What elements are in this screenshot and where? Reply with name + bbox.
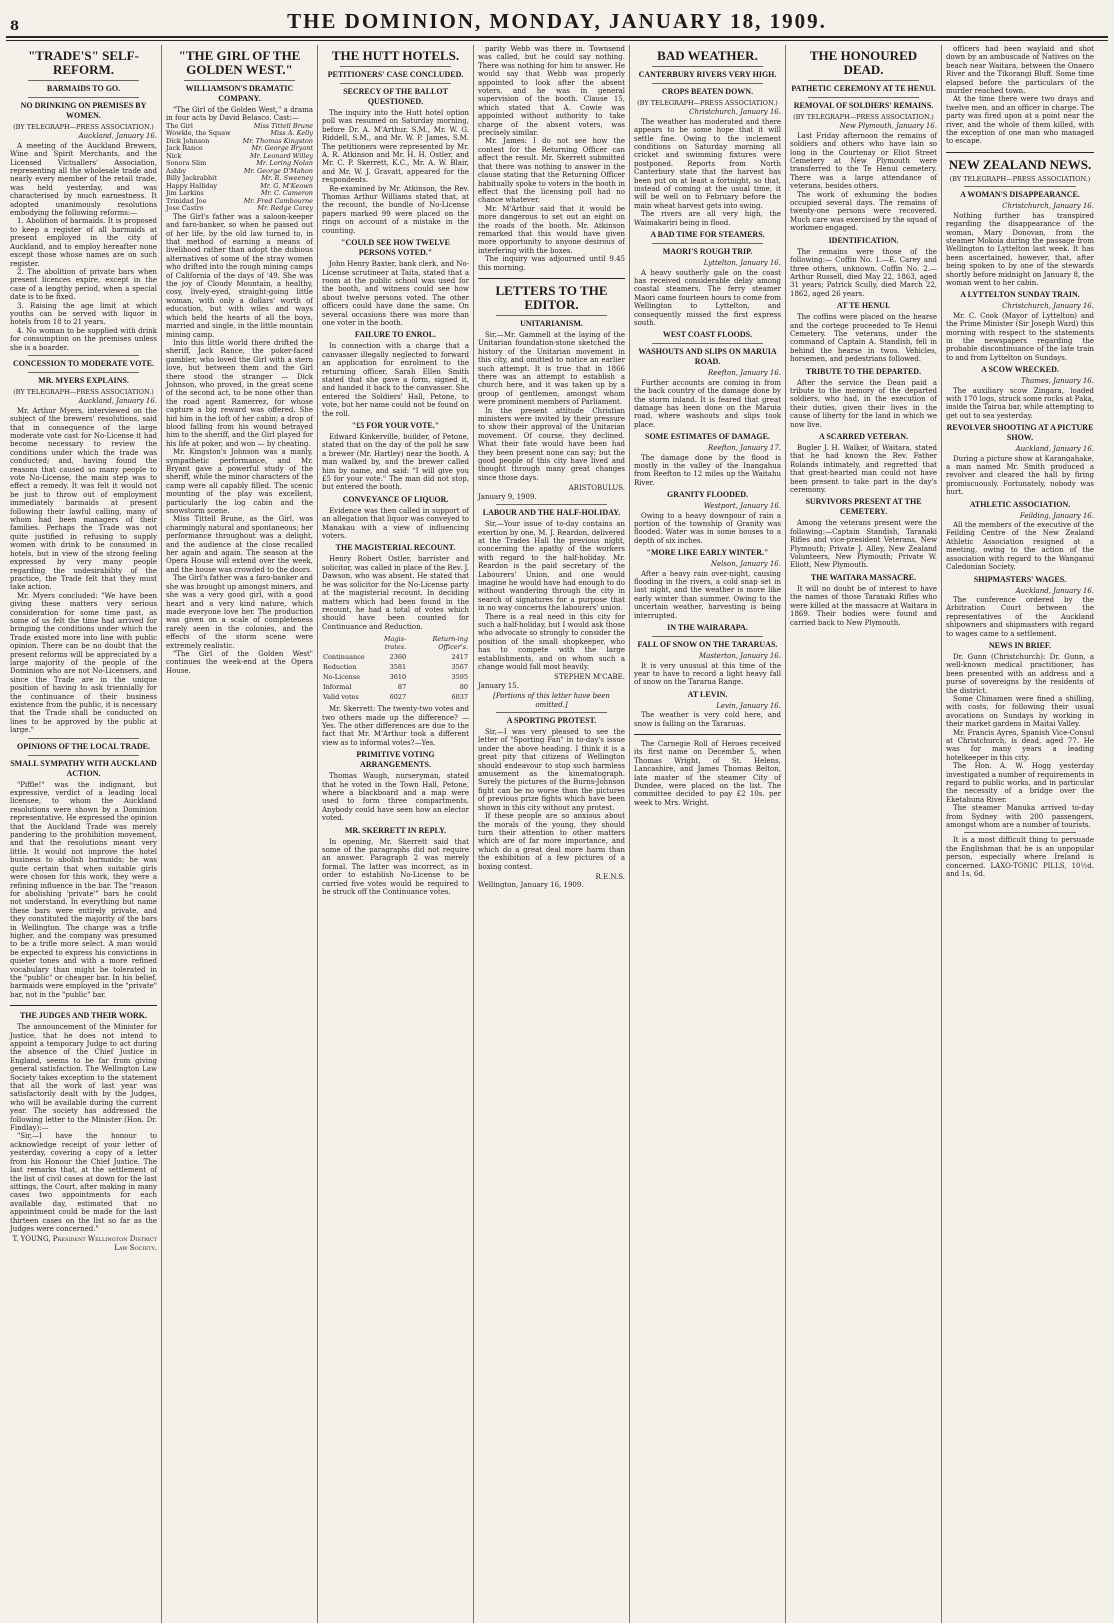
article-separator <box>478 278 625 279</box>
article-nz-news <box>946 158 1094 879</box>
paragraph: The work of exhuming the bodies occupied several days. The remains of twenty-one persons were recovered. Much care was exercised by the squad of workmen engaged. <box>790 190 937 233</box>
article-separator <box>946 152 1094 153</box>
paragraph: Mr. Francis Ayres, Spanish Vice-Consul at Christchurch, is dead, aged 77. He was for many years a leading hotelkeeper in this city. <box>946 728 1094 762</box>
dateline: Lyttelton, January 16. <box>703 259 781 268</box>
masthead-rule <box>6 40 1108 41</box>
column-2 <box>162 45 318 1623</box>
divider <box>652 83 763 84</box>
paragraph: 1. Abolition of barmaids. It is proposed to keep a register of all barmaids at present employed in the city of Auckland, and to employ hereafter none except those whose names are on such register. <box>10 217 157 268</box>
paragraph: Sir,—Mr. Gammell at the laying of the Unitarian foundation-stone sketched the history of the Unitarian movement in this city, and omitted to notice an earlier such attempt. It is true that in 1866 there was an attempt to establish a church here, and it was taken up by a group of gentlemen, amongst whom were prominent members of Parliament. <box>478 330 625 407</box>
cast-row: Happy Halliday Mr. G. M'Keown <box>166 181 313 190</box>
paragraph: A meeting of the Auckland Brewers, Wine and Spirit Merchants, and the Licensed Victuallers' Association, representing all the wholesale trade and nearly every member of the retail trade, was held yesterday, and was characterised by much earnestness. It adopted unanimously resolutions embodying the following reforms:— <box>10 141 157 218</box>
headline: "THE GIRL OF THE GOLDEN WEST." <box>178 48 301 77</box>
paragraph: Miss Tittell Brune, as the Girl, was charmingly natural and spontaneous; her performance throughout was a delight, and the audience at the close recalled her again and again. The season at the Opera House will extend over the week, and the house was crowded to the doors. <box>166 515 313 574</box>
source-line: (BY TELEGRAPH—PRESS ASSOCIATION.) <box>13 123 154 131</box>
paragraph: There is a real need in this city for such a half-holiday, but I would ask those who advocate so strongly to consider the position of the small shopkeeper, who has to compete with the large establishments, and on whom such a change would fall most heavily. <box>478 612 625 671</box>
subhead: CONCESSION TO MODERATE VOTE. <box>12 358 155 368</box>
columns <box>6 45 1108 1623</box>
paragraph: Last Friday afternoon the remains of soldiers and others who have lain so long in the Courtenay or Eliot Street Cemetery at New Plymouth were transferred to the Te Henui cemetery. There was a large attendance of veterans, besides others. <box>790 131 937 191</box>
divider <box>340 66 451 67</box>
subhead: IDENTIFICATION. <box>828 235 899 245</box>
paragraph: The inquiry into the Hutt hotel option poll was resumed on Saturday morning, before Dr. A. M'Arthur, S.M., Mr. W. G. Riddell, S.M., and Mr. W. P. James, S.M. The petitioners were represented by Mr. A. R. Atkinson and Mr. H. H. Ostler, and Mr. C. P. Skerrett, K.C., Mr. A. W. Blair, and Mr. W. J. Gravatt, appeared for the respondents. <box>322 109 469 185</box>
subhead: ATHLETIC ASSOCIATION. <box>969 499 1071 509</box>
paragraph: The conference ordered by the Arbitration Court between the representatives of the Auckland shipowners and shipmasters with regard to wages came to a settlement. <box>946 595 1094 638</box>
paragraph: Bugler J. H. Walker, of Waitara, stated that he had known the Rev. Father Rolands intimately, and regretted that that great-hearted man could not have been present to take part in the day's ceremony. <box>790 444 937 495</box>
divider <box>28 738 139 739</box>
divider <box>496 504 607 505</box>
headline: "TRADE'S" SELF-REFORM. <box>28 48 139 77</box>
dateline: Masterton, January 16. <box>698 652 781 661</box>
column-7 <box>942 45 1098 1623</box>
divider <box>340 83 451 84</box>
column-6 <box>786 45 942 1623</box>
subhead: A SCOW WRECKED. <box>981 365 1059 375</box>
paragraph: In opening, Mr. Skerrett said that some of the paragraphs did not require an answer. Paragraph 2 was merely formal. The latter was incorrect, as in order to establish No-License to be carried five votes would be required to be struck off the Continuance votes. <box>322 837 469 897</box>
subhead: A BAD TIME FOR STEAMERS. <box>650 230 765 240</box>
paragraph: Nothing further has transpired regarding the disappearance of the woman, Mary Donovan, from the steamer Mokoia during the passage from Wellington to Lyttelton last week. It has been ascertained, however, that, after being spoken to by one of the stewards shortly before midnight on January 8, the woman went to her cabin. <box>946 211 1094 287</box>
signature: STEPHEN M'CABE. <box>554 673 625 682</box>
column-3 <box>318 45 474 1623</box>
divider <box>184 80 295 81</box>
subhead: WASHOUTS AND SLIPS ON MARUIA ROAD. <box>638 347 777 367</box>
vote-table-row: No-License 3610 3595 <box>323 673 468 682</box>
paragraph: Mr. Kingston's Johnson was a manly, sympathetic performance, and Mr. Bryant gave a powerful study of the sheriff, while the minor characters of the camp were all capably filled. The scenic mounting of the play was excellent, particularly the log cabin and the snowstorm scene. <box>166 448 313 516</box>
paragraph: The damage done by the flood is mostly in the valley of the Inangahua from Reefton to 12 miles up the Waitahu River. <box>634 453 781 487</box>
signature: R.E.N.S. <box>595 872 625 881</box>
paragraph: Owing to a heavy downpour of rain a portion of the township of Granity was flooded. Water was in some houses to a depth of six inches. <box>634 511 781 545</box>
paragraph: Henry Robert Ostler, barrister and solicitor, was called in place of the Rev. J. Dawson, who was absent. He stated that he was solicitor for the No-License party at the magisterial recount. In deciding matters which had been found in the recount, he had a total of votes which should have been counted for Continuance and Reduction. <box>322 555 469 631</box>
subhead: TRIBUTE TO THE DEPARTED. <box>805 366 922 376</box>
headline: THE HUTT HOTELS. <box>331 48 460 63</box>
signature: ARISTOBULUS. <box>568 484 625 493</box>
dateline: New Plymouth, January 16. <box>839 122 937 131</box>
paragraph: Among the veterans present were the following:—Captain Standish, Taranaki Rifles and vice-president Veterans, New Plymouth; Private J. Alley, New Zealand Volunteers, New Plymouth; Private W. Eliott, New Plymouth. <box>790 519 937 570</box>
source-line: (BY TELEGRAPH—PRESS ASSOCIATION.) <box>793 113 934 121</box>
cast-row: Trinidad Joe Mr. Fred Cambourne <box>166 196 313 205</box>
paragraph: The auxiliary scow Zingara, loaded with 170 logs, struck some rocks at Paka, inside the Tairua bar, while attempting to get out to sea yesterday. <box>946 386 1094 420</box>
subhead: FAILURE TO ENROL. <box>354 330 437 340</box>
divider <box>964 186 1076 187</box>
subhead: CANTERBURY RIVERS VERY HIGH. <box>638 70 777 79</box>
subhead: CROPS BEATEN DOWN. <box>661 87 754 96</box>
letter-date: January 9, 1909. <box>478 492 537 501</box>
paragraph: The steamer Manuka arrived to-day from Sydney with 200 passengers, amongst whom are a number of tourists. <box>946 804 1094 830</box>
paragraph: Sir,—Your issue of to-day contains an exertion by one, M. J. Reardon, delivered at the Trades Hall the previous night, concerning the apathy of the workers with regard to the half-holiday. Mr. Reardon is the paid secretary of the Labourers' Union, and one would imagine he would have had enough to do without wandering through the city in search of signatures for a purpose that in no way concerns the labourers' union. <box>478 520 625 613</box>
masthead <box>6 4 1108 38</box>
cast-row: Ashby Mr. George D'Mahon <box>166 166 313 175</box>
dateline: Auckland, January 16. <box>78 132 157 141</box>
subhead: "£5 FOR YOUR VOTE." <box>351 421 440 430</box>
dateline: Thames, January 16. <box>1020 377 1094 386</box>
vote-table-row: Informal 87 80 <box>323 683 468 692</box>
paragraph: The Girl's father was a faro-banker and she was brought up amongst miners, and she was a very good girl, with a good heart and a very kind nature, which made everyone love her. The production was given on a scale of completeness rarely seen in the colonies, and the effects of the storm scene were extremely realistic. <box>166 574 313 650</box>
subhead: AT LEVIN. <box>687 689 728 699</box>
paragraph: The announcement of the Minister for Justice, that he does not intend to appoint a temporary Judge to act during the absence of the Chief Justice in England, seems to be far from giving general satisfaction. The Wellington Law Society takes exception to the statement that all the work of last year was satisfactorily dealt with by the Judges, who will be available during the current year. The society has addressed the following letter to the Minister (Hon. Dr. Findlay):— <box>10 1023 157 1133</box>
subhead: A WOMAN'S DISAPPEARANCE. <box>960 190 1080 200</box>
subhead: PRIMITIVE VOTING ARRANGEMENTS. <box>356 750 435 770</box>
subhead: AT TE HENUI. <box>836 301 891 311</box>
subhead: GRANITY FLOODED. <box>666 490 749 500</box>
paragraph: After the service the Dean paid a tribute to the memory of the departed soldiers, who had, in the execution of their duties, given their lives in the cause of liberty for the land in which we now live. <box>790 378 937 429</box>
paragraph: In connection with a charge that a canvasser illegally neglected to forward an application for enrolment to the returning officer, Sarah Ellen Smith stated that she gave a form, signed it, and handed it back to the canvasser. She entered the Soldiers' Hall, Petone, to vote, but her name could not be found on the roll. <box>322 342 469 418</box>
paragraph: A heavy southerly gale on the coast has received considerable delay among coastal steamers. The ferry steamer Maori came fourteen hours to come from Wellington to Lyttelton, and consequently missed the first express south. <box>634 268 781 327</box>
article-hutt-continued <box>478 45 625 272</box>
subhead: A SPORTING PROTEST. <box>506 716 597 726</box>
paragraph: "The Girl of the Golden West," a drama in four acts by David Belasco. Cast:— <box>166 106 313 123</box>
subhead: IN THE WAIRARAPA. <box>667 623 748 633</box>
paragraph: The rivers are all very high, the Waimakariri being in flood. <box>634 210 781 227</box>
paragraph: The Carnegie Roll of Heroes received its first name on December 5, when Thomas Wright, of St. Helens, Lancashire, and James Thomas Belton, late master of the steamer City of Dundee, were placed on the list. The committee decided to pay £2 10s. per week to Mrs. Wright. <box>634 739 781 807</box>
paragraph: Into this little world there drifted the sheriff, Jack Rance, the poker-faced gambler, who loved the Girl with a stern love, but between them and the Girl there stood the stranger — Dick Johnson, who proved, in the great scene of the second act, to be none other than the road agent Ramerrez, for whose capture a big reward was offered. She hid him in the loft of her cabin; a drop of blood falling from his wound betrayed him to the sheriff, and the Girl played for his life at poker, and won — by cheating. <box>166 338 313 448</box>
article-honoured-dead-continued <box>946 45 1094 146</box>
dateline: Auckland, January 16. <box>78 397 157 406</box>
source-line: (BY TELEGRAPH—PRESS ASSOCIATION.) <box>13 387 154 396</box>
headline: LETTERS TO THE EDITOR. <box>495 282 608 312</box>
paragraph: Evidence was then called in support of an allegation that liquor was conveyed to Manakau with a view of influencing voters. <box>322 506 469 541</box>
subhead: THE MAGISTERIAL RECOUNT. <box>335 543 456 553</box>
paragraph: During a picture show at Karangahake, a man named Mr. Smith produced a revolver and cleared the hall by firing promiscuously. Fortunately, nobody was hurt. <box>946 454 1094 497</box>
subhead: MAORI'S ROUGH TRIP. <box>662 247 753 257</box>
divider <box>652 636 763 637</box>
cast-row: Nick Mr. Leonard Willey <box>166 151 313 160</box>
paragraph: 2. The abolition of private bars when present licences expire, except in the case of a lengthy period, when a special date is to be fixed. <box>10 267 157 302</box>
vote-table-row: Valid votes 6027 6037 <box>323 693 468 702</box>
subhead: LABOUR AND THE HALF-HOLIDAY. <box>482 508 621 518</box>
headline: NEW ZEALAND NEWS. <box>948 156 1092 172</box>
subhead: CONVEYANCE OF LIQUOR. <box>342 494 449 504</box>
paragraph: The Girl's father was a saloon-keeper and faro-banker, so when he passed out of her life, by the old law turned to, in that method of earning a means of livelihood rather than adopt the dubious alternatives of some of the stray women who drifted into the rough mining camps of California of the days of '49. She was the joy of Cloudy Mountain, a healthy, cosy, lively-eyed, straight-going little woman, with only a dollars' worth of education, but with wiles and ways which held the hearts of all the boys, married and single, in the little mountain mining camp. <box>166 212 313 339</box>
divider <box>496 712 607 713</box>
vote-table <box>322 634 469 702</box>
subhead: REVOLVER SHOOTING AT A PICTURE SHOW. <box>946 423 1094 443</box>
divider <box>652 66 763 67</box>
letter-date: Wellington, January 16, 1909. <box>478 881 584 890</box>
divider <box>28 80 139 81</box>
paper-title: THE DOMINION, MONDAY, JANUARY 18, 1909. <box>287 9 827 33</box>
dateline: Auckland, January 16. <box>1015 586 1094 595</box>
vote-table-row: Reduction 3581 3567 <box>323 663 468 672</box>
paragraph: Mr. Arthur Myers, interviewed on the subject of the brewers' resolutions, said that in consequence of the large moderate vote cast for No-License it had become necessary to review the conditions under which the trade was conducted; and, having found the reasons that caused so many people to vote No-License, the main step was to effect a remedy. It was felt it would not be just to throw out of employment immediately barmaids at present following their lawful calling, many of whom had been managers of their families. Perhaps the Trade was not quite justified in refusing to supply women with drink to be consumed in hotels, but in view of the strong feeling expressed by very many people regarding the undesirability of the practice, the Trade felt that they must take action. <box>10 406 157 592</box>
subhead: REMOVAL OF SOLDIERS' REMAINS. <box>793 101 934 110</box>
paragraph: Further accounts are coming in from the back country of the damage done by the storm inland. It is feared that great damage has been done on the Maruia road, where washouts and slips took place. <box>634 378 781 429</box>
paragraph: The coffins were placed on the hearse and the cortege proceeded to Te Henui Cemetery. The veterans, under the command of Captain A. Standish, fell in behind the hearse in twos. Vehicles, horsemen, and pedestrians followed. <box>790 313 937 364</box>
dateline: Levin, January 16. <box>716 701 781 710</box>
subhead: PETITIONERS' CASE CONCLUDED. <box>327 70 464 79</box>
signature: T. YOUNG, President Wellington District Law Society. <box>12 1235 157 1252</box>
dateline: Auckland, January 16. <box>1015 445 1094 454</box>
letters-to-editor <box>478 284 625 890</box>
cast-row: Dick Johnson Mr. Thomas Kingston <box>166 136 313 145</box>
article-separator <box>634 734 781 735</box>
paragraph: All the members of the executive of the Feilding Centre of the New Zealand Athletic Association resigned at a meeting, owing to the action of the association with regard to the Wanganui Caledonian Society. <box>946 521 1094 572</box>
paragraph: Sir,—I was very pleased to see the letter of "Sporting Fan" in to-day's issue under the above heading. I think it is a great pity that citizens of Wellington should endeavour to stop such harmless amusement as the kinematograph. Surely the pictures of the Burns-Johnson fight can be no worse than the pictures of previous prize fights which have been shown in this city without any protest. <box>478 728 625 812</box>
paragraph: In the present attitude Christian ministers were invited by their pressure to show their approval of the Unitarian movement. Of course, they declined. What their fate would have been had they been present none can say; but the good people of this city have lived and thought through many great changes since those days. <box>478 406 625 482</box>
paragraph: "The Girl of the Golden West" continues the week-end at the Opera House. <box>166 649 313 675</box>
divider <box>496 315 607 316</box>
article-separator <box>10 1005 157 1006</box>
paragraph: Edward Kinkerville, builder, of Petone, stated that on the day of the poll he saw a brewer (Mr. Hartley) near the booth. A man walked by, and the brewer called him by name, and said: "I will give you £5 for your vote." The man did not stop, but entered the booth. <box>322 433 469 492</box>
article-carnegie <box>634 740 781 807</box>
letter-date: January 15. <box>478 681 519 690</box>
cast-row: The Girl Miss Tittell Brune <box>166 121 313 130</box>
dateline: Reefton, January 17. <box>708 444 781 453</box>
paragraph: The weather has moderated and there appears to be some hope that it will settle fine. Owing to the inclement conditions on Saturday morning all cricket and swimming fixtures were postponed. Reports from North Canterbury state that the harvest has been put on at least a fortnight, so that, instead of coming at the usual time, it will be well on to February before the main wheat harvest gets into swing. <box>634 117 781 210</box>
dateline: Christchurch, January 16. <box>1002 202 1094 211</box>
article-hutt-hotels <box>322 49 469 896</box>
subhead: MR. SKERRETT IN REPLY. <box>344 825 447 835</box>
editor-note: [Portions of this letter have been omitted.] <box>493 692 610 709</box>
divider <box>964 832 1076 833</box>
paragraph: The inquiry was adjourned until 9.45 this morning. <box>478 255 625 272</box>
paragraph: The weather is very cold here, and snow is falling on the Tararuas. <box>634 711 781 728</box>
paragraph: officers had been waylaid and shot down by an ambuscade of Natives on the beach near Waitara, between the Onaero River and the Tikorangi Bluff. Some time elapsed before the particulars of the murder reached town. <box>946 45 1094 96</box>
subhead: NEWS IN BRIEF. <box>988 640 1052 650</box>
divider <box>652 243 763 244</box>
paragraph: It will no doubt be of interest to have the names of those Taranaki Rifles who were killed at the massacre at Waitara in 1869. Their bodies were found and carried back to New Plymouth. <box>790 584 937 627</box>
paragraph: "Piffle!" was the indignant, but expressive, verdict of a leading local licensee, to whom the Auckland resolutions were shown by a Dominion representative. He expressed the opinion that the Auckland Trade was merely pandering to the prohibition movement, and that the resolutions meant very little. It would not improve the hotel business to abolish barmaids; he was quite certain that when suitable girls were chosen for this work, they were a refining influence in the bar. The "reason for abolishing 'private'" bars he could not understand. In everything but name these bars were entirely private, and they constituted the majority of the bars in Wellington. The charge was a trifle higher, and the company was presumed to be a trifle more select. A man would be expected to express his convictions in quieter tones and with a more refined vocabulary than might be tolerated in the "public" or cheaper bar. In his belief, barmaids were employed in the "private" bar, not in the "public" bar. <box>10 780 157 999</box>
subhead: FALL OF SNOW ON THE TARARUAS. <box>637 640 778 650</box>
subhead: "COULD SEE HOW TWELVE PERSONS VOTED." <box>341 238 450 258</box>
paragraph: Thomas Waugh, nurseryman, stated that he voted in the Town Hall, Petone, where a blackboard and a map were used to form three compartments. Anybody could have seen how an elector voted. <box>322 772 469 823</box>
paragraph: Mr. James: I do not see how the contest for the Returning Officer can affect the result. Mr. Skerrett submitted that there was nothing to answer in the clause stating that the Returning Officer habitually spoke to voters in the booth in effect that the licensing poll had no chance whatever. <box>478 137 625 205</box>
dateline: Christchurch, January 16. <box>1002 302 1094 311</box>
cast-row: Jose Castro Mr. Redge Carey <box>166 204 313 213</box>
dateline: Nelson, January 16. <box>710 560 781 569</box>
subhead: SURVIVORS PRESENT AT THE CEMETERY. <box>805 497 922 517</box>
paragraph: Re-examined by Mr. Atkinson, the Rev. Thomas Arthur Williams stated that, at the recount, the bundle of No-License papers marked 99 were placed on the rings on account of a mistake in the counting. <box>322 184 469 235</box>
paragraph: 3. Raising the age limit at which youths can be served with liquor in hotels from 18 to 21 years. <box>10 301 157 327</box>
advertisement: It is a most difficult thing to persuade the Englishman that he is an unpopular person, especially where Ireland is concerned. LAXO-TONIC PILLS, 10½d. and 1s. 6d. <box>946 836 1094 879</box>
paragraph: Mr. Myers concluded: "We have been giving these matters very serious consideration for some time past, as some of us felt the time had arrived for bringing the conditions under which the Trade existed more into line with public opinion. There can be no doubt that the present reforms will be appreciated by a large majority of the people of the Dominion who are not No-Licensers, and since the Trade are in the unique position of having to ask triennially for the continuance of their business existence from the public, it is necessary that the Trade shall be conducted on lines to be approved by the public at large." <box>10 591 157 735</box>
paragraph: Mr. C. Cook (Mayor of Lyttelton) and the Prime Minister (Sir Joseph Ward) this morning with respect to the statements in the newspapers regarding the probable discontinuance of the late train to and from Lyttelton on Sundays. <box>946 311 1094 362</box>
paragraph: It is very unusual at this time of the year to have to record a light heavy fall of snow on the Tararua Range. <box>634 661 781 687</box>
subhead: UNITARIANISM. <box>520 318 583 328</box>
subhead: OPINIONS OF THE LOCAL TRADE. <box>17 741 150 751</box>
vote-table-header: Magis-trates. Return-ing Officer's. <box>383 635 468 652</box>
subhead: A LYTTELTON SUNDAY TRAIN. <box>960 290 1080 300</box>
paragraph: parity Webb was there in. Townsend was called, but he could say nothing. There was nothing for him to answer. He would say that Webb was properly appointed to look after the absent voters, and he was in general supervision of the booth. Clause 15, which stated that A. Cowie was appointed without authority to take charge of the absent voters, was precisely similar. <box>478 45 625 138</box>
paragraph: The Hon. A. W. Hogg yesterday investigated a number of requirements in regard to public works, and in particular the necessity of a bridge over the Eketahuna River. <box>946 762 1094 804</box>
subhead: WILLIAMSON'S DRAMATIC COMPANY. <box>185 84 294 103</box>
source-line: (BY TELEGRAPH—PRESS ASSOCIATION.) <box>949 174 1091 183</box>
divider <box>28 755 139 756</box>
divider <box>652 343 763 344</box>
subhead: "MORE LIKE EARLY WINTER." <box>646 548 769 558</box>
headline: BAD WEATHER. <box>657 48 758 63</box>
article-girl-golden-west <box>166 49 313 675</box>
subhead: SHIPMASTERS' WAGES. <box>973 574 1067 584</box>
paragraph: "Sir,—I have the honour to acknowledge receipt of your letter of yesterday, covering a copy of a letter from his Honour the Chief Justice. The last remarks that, at the settlement of the list of civil cases at down for the last sittings, the Court, after making in many cases two appointments for each available day, estimated that no appointment could be made for the last thirteen cases on the list so far as the Judges were concerned." <box>10 1132 157 1233</box>
subhead: SECRECY OF THE BALLOT QUESTIONED. <box>343 87 448 106</box>
vote-table-row: Continuance 2360 2417 <box>323 653 468 662</box>
paragraph: John Henry Baxter, bank clerk, and No-License scrutineer at Taita, stated that a room at the public school was used for the booth, and witness could see how about twelve persons voted. The other officers could have done the same. On several occasions there was more than one voter in the booth. <box>322 260 469 327</box>
article-honoured-dead <box>790 49 937 627</box>
divider <box>28 97 139 98</box>
paragraph: If these people are so anxious about the morals of the young, they should turn their attention to other matters which are of far more importance, and which do a great deal more harm than the exhibition of a few pictures of a boxing contest. <box>478 812 625 871</box>
divider <box>808 80 919 81</box>
cast-row: Jack Rance Mr. George Bryant <box>166 144 313 153</box>
paragraph: Mr. M'Arthur said that it would be more dangerous to set out an eight on the roads of the booth. Mr. Atkinson remarked that this would have given more opportunity to anyone desirous of interfering with the boxes. <box>478 204 625 255</box>
column-5 <box>630 45 786 1623</box>
subhead: BARMAIDS TO GO. <box>46 84 121 93</box>
page-number: 8 <box>10 19 20 34</box>
dateline: Feilding, January 16. <box>1019 511 1094 520</box>
paragraph: 4. No woman to be supplied with drink for consumption on the premises unless she is a boarder. <box>10 326 157 352</box>
column-1 <box>6 45 162 1623</box>
subhead: SOME ESTIMATES OF DAMAGE. <box>645 432 770 442</box>
article-trades-self-reform <box>10 49 157 999</box>
subhead: WEST COAST FLOODS. <box>662 330 753 340</box>
headline: THE HONOURED DEAD. <box>809 48 918 77</box>
subhead: THE WAITARA MASSACRE. <box>810 572 917 582</box>
paragraph: Some Chinamen were fined a shilling, with costs, for following their usual avocations on Sundays by working in their market gardens in Maitai Valley. <box>946 694 1094 729</box>
divider <box>808 97 919 98</box>
article-bad-weather <box>634 49 781 728</box>
subhead: A SCARRED VETERAN. <box>819 432 908 441</box>
divider <box>28 372 139 373</box>
article-judges <box>10 1011 157 1252</box>
cast-list <box>166 123 313 213</box>
cast-row: Sonora Slim Mr. Loring Nolan <box>166 159 313 168</box>
dateline: Westport, January 16. <box>703 502 781 511</box>
paragraph: Dr. Gunn (Christchurch): Dr. Gunn, a well-known medical practitioner, has been presented with an address and a purse of sovereigns by the residents of the district. <box>946 652 1094 695</box>
dateline: Christchurch, January 16. <box>689 108 781 117</box>
paragraph: At the time there were two drays and twelve men, and an officer in charge. The party was fired upon at a point near the river, and the whole of them killed, with the exception of one man who managed to escape. <box>946 95 1094 146</box>
cast-row: Billy Jackrabbit Mr. R. Sweeney <box>166 174 313 183</box>
cast-row: Jim Larkins Mr. C. Cameron <box>166 189 313 198</box>
column-4 <box>474 45 630 1623</box>
divider <box>28 355 139 356</box>
cast-row: Wowkle, the Squaw Miss A. Kelly <box>166 129 313 138</box>
subhead: NO DRINKING ON PREMISES BY WOMEN. <box>20 101 147 120</box>
source-line: (BY TELEGRAPH—PRESS ASSOCIATION.) <box>637 99 778 107</box>
subhead: THE JUDGES AND THEIR WORK. <box>19 1011 148 1021</box>
paragraph: After a heavy rain over-night, causing flooding in the rivers, a cold snap set in last night, and the weather is more like early winter than summer. Owing to the uncertain weather, harvesting is being interrupted. <box>634 569 781 620</box>
dateline: Reefton, January 16. <box>708 369 781 378</box>
subhead: SMALL SYMPATHY WITH AUCKLAND ACTION. <box>10 758 157 778</box>
subhead: MR. MYERS EXPLAINS. <box>38 375 129 385</box>
subhead: PATHETIC CEREMONY AT TE HENUI. <box>791 84 936 93</box>
paragraph: Mr. Skerrett: The twenty-two votes and two others made up the difference? — Yes. The other differences are due to the fact that Mr. M'Arthur took a different view as to informal votes?—Yes. <box>322 705 469 747</box>
paragraph: The remains were those of the following:— Coffin No. 1.—E. Carey and three others, unknown. Coffin No. 2.—Arthur Russell, died May 22, 1863, aged 31 years; Patrick Scully, died March 22, 1862, aged 26 years. <box>790 247 937 298</box>
